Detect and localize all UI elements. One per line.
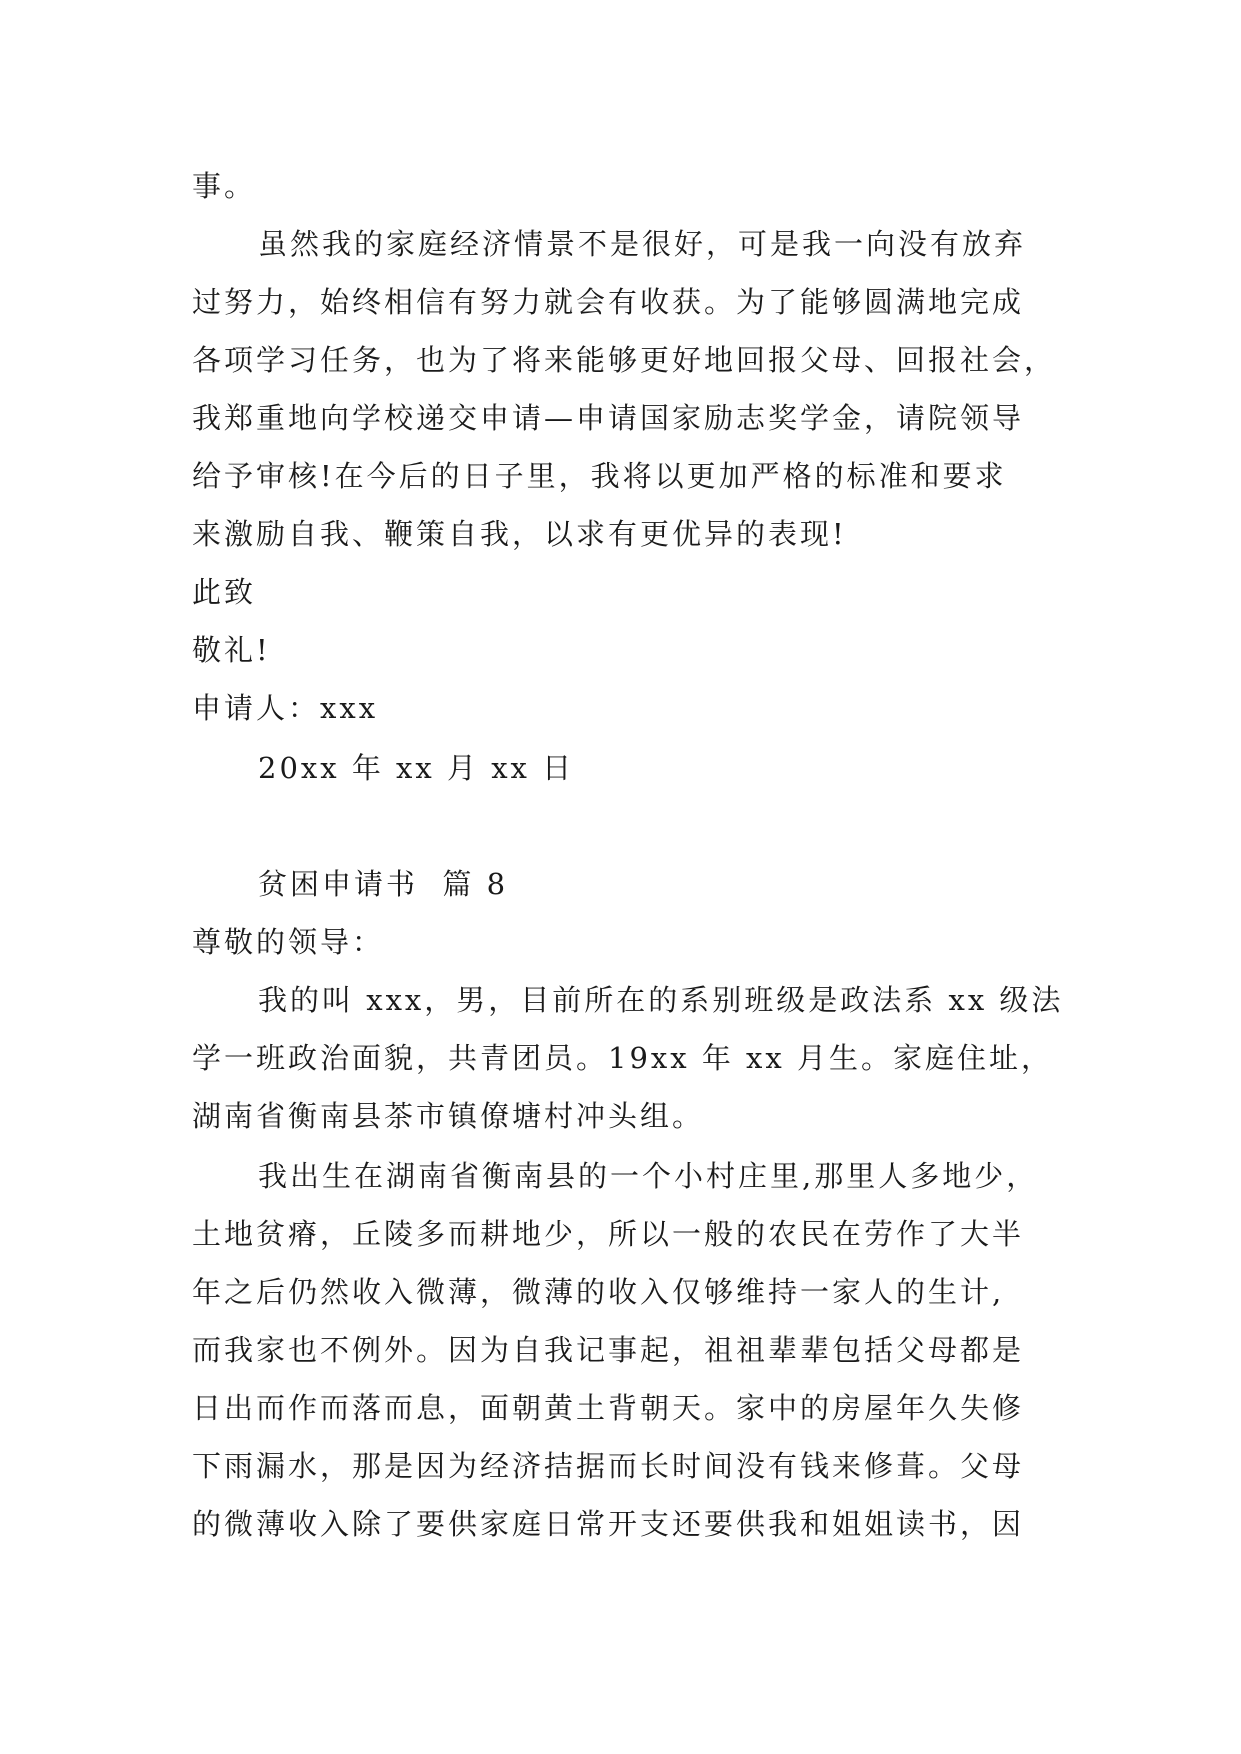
text-line: 的微薄收入除了要供家庭日常开支还要供我和姐姐读书，因 bbox=[192, 1507, 1025, 1541]
text-line: 下雨漏水，那是因为经济拮据而长时间没有钱来修葺。父母 bbox=[192, 1449, 1025, 1483]
applicant-signature: 申请人：xxx bbox=[192, 691, 379, 725]
text-line: 虽然我的家庭经济情景不是很好，可是我一向没有放弃 bbox=[258, 227, 1027, 261]
text-line: 事。 bbox=[192, 169, 257, 203]
text-line: 土地贫瘠，丘陵多而耕地少，所以一般的农民在劳作了大半 bbox=[192, 1217, 1025, 1251]
text-line: 过努力，始终相信有努力就会有收获。为了能够圆满地完成 bbox=[192, 285, 1025, 319]
text-line: 来激励自我、鞭策自我，以求有更优异的表现! bbox=[192, 517, 847, 551]
closing-salutation: 此致 bbox=[192, 575, 257, 609]
text-line: 我出生在湖南省衡南县的一个小村庄里,那里人多地少， bbox=[258, 1159, 1039, 1193]
date-line: 20xx 年 xx 月 xx 日 bbox=[258, 751, 575, 785]
closing-regards: 敬礼! bbox=[192, 633, 271, 667]
text-line: 我郑重地向学校递交申请—申请国家励志奖学金，请院领导 bbox=[192, 401, 1025, 435]
text-line: 而我家也不例外。因为自我记事起，祖祖辈辈包括父母都是 bbox=[192, 1333, 1025, 1367]
text-line: 学一班政治面貌，共青团员。19xx 年 xx 月生。家庭住址， bbox=[192, 1041, 1053, 1075]
section-title: 贫困申请书 篇 8 bbox=[258, 867, 509, 901]
text-line: 湖南省衡南县茶市镇僚塘村冲头组。 bbox=[192, 1099, 705, 1133]
text-line: 我的叫 xxx，男，目前所在的系别班级是政法系 xx 级法 bbox=[258, 983, 1064, 1017]
greeting: 尊敬的领导： bbox=[192, 925, 385, 959]
text-line: 给予审核!在今后的日子里，我将以更加严格的标准和要求 bbox=[192, 459, 1007, 493]
text-line: 日出而作而落而息，面朝黄土背朝天。家中的房屋年久失修 bbox=[192, 1391, 1025, 1425]
text-line: 各项学习任务，也为了将来能够更好地回报父母、回报社会， bbox=[192, 343, 1057, 377]
text-line: 年之后仍然收入微薄，微薄的收入仅够维持一家人的生计, bbox=[192, 1275, 1005, 1309]
